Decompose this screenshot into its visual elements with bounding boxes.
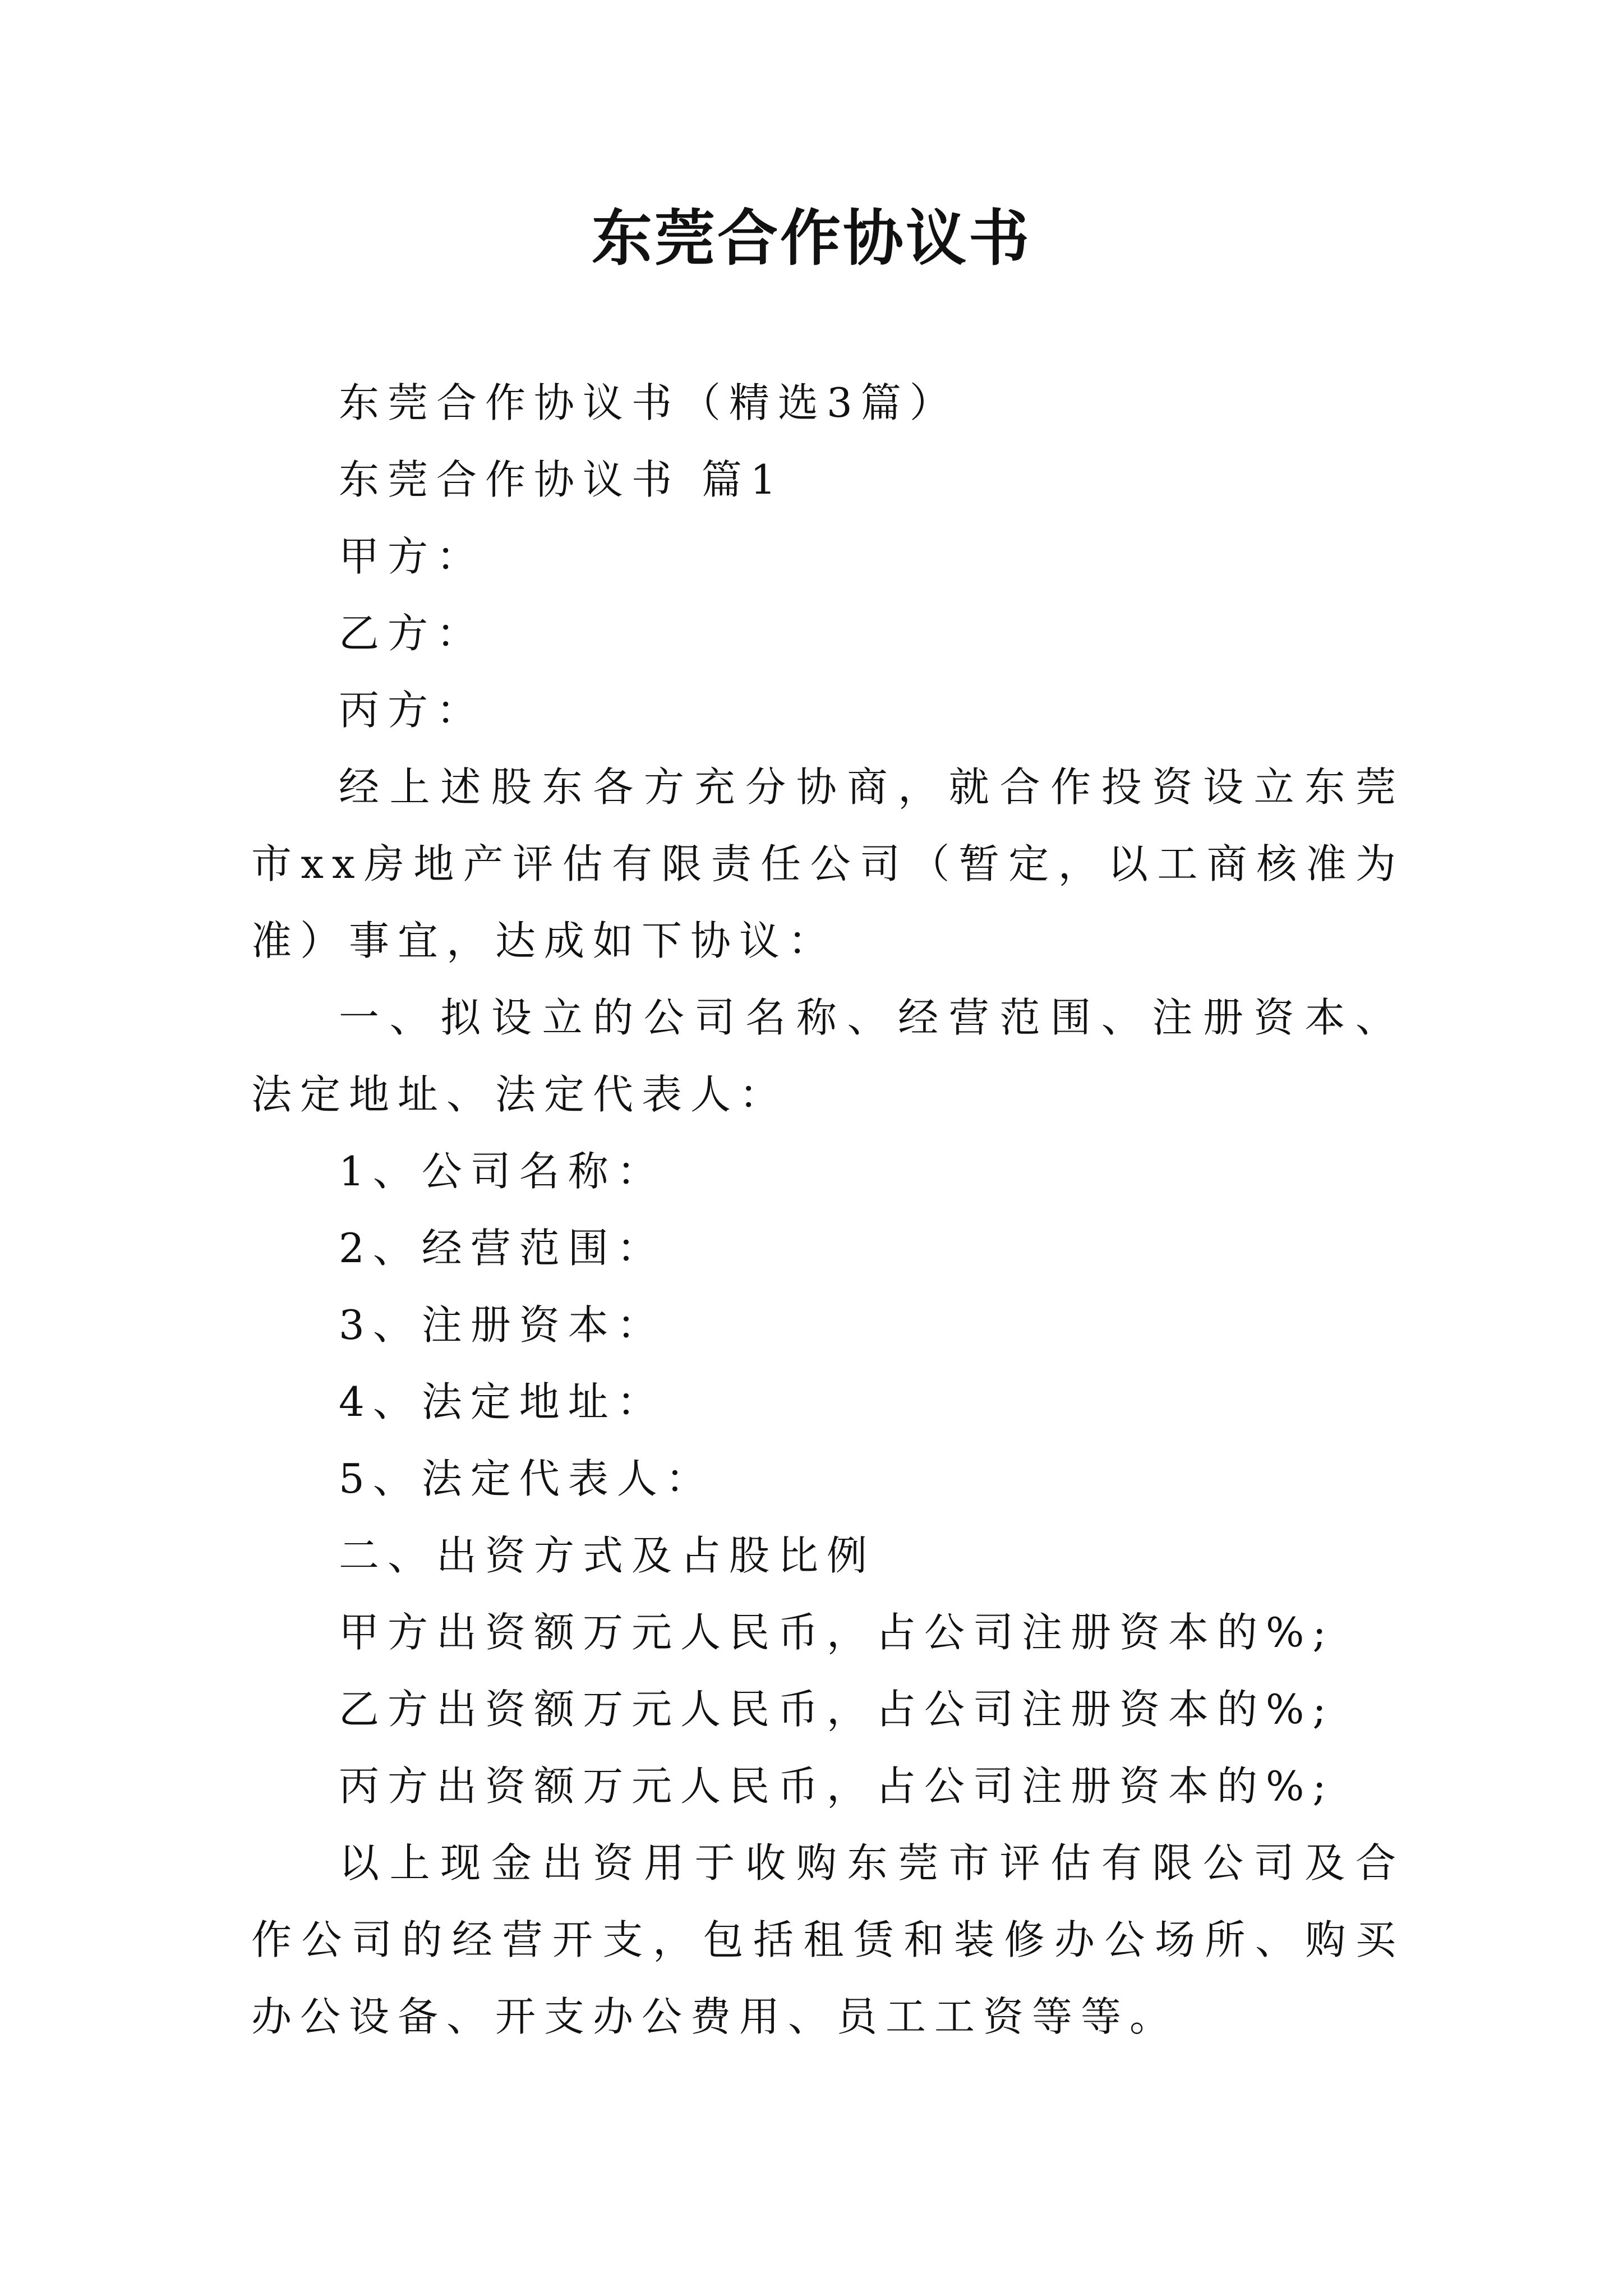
party-b-contribution: 乙方出资额万元人民币，占公司注册资本的%; bbox=[339, 1686, 1335, 1733]
legal-representative-item: 5、法定代表人： bbox=[339, 1455, 714, 1502]
document-body bbox=[251, 365, 1404, 2055]
clause-one-heading: 一、拟设立的公司名称、经营范围、注册资本、法定地址、法定代表人： bbox=[251, 994, 1404, 1118]
company-name-item: 1、公司名称： bbox=[339, 1148, 666, 1195]
section-heading: 东莞合作协议书 篇1 bbox=[339, 456, 785, 503]
subtitle-paragraph: 东莞合作协议书（精选3篇） bbox=[339, 379, 958, 426]
party-c-line: 丙方： bbox=[339, 687, 486, 734]
party-a-contribution: 甲方出资额万元人民币，占公司注册资本的%; bbox=[339, 1609, 1335, 1656]
legal-address-item: 4、法定地址： bbox=[339, 1378, 666, 1425]
clause-two-heading: 二、出资方式及占股比例 bbox=[339, 1532, 876, 1579]
capital-usage-paragraph: 以上现金出资用于收购东莞市评估有限公司及合作公司的经营开支，包括租赁和装修办公场所、购买办公设备、开支办公费用、员工工资等等。 bbox=[251, 1839, 1404, 2040]
party-a-line: 甲方： bbox=[339, 533, 486, 580]
business-scope-item: 2、经营范围： bbox=[339, 1225, 666, 1272]
document-title: 东莞合作协议书 bbox=[591, 203, 1031, 274]
intro-paragraph: 经上述股东各方充分协商，就合作投资设立东莞市xx房地产评估有限责任公司（暂定，以工商核准为准）事宜，达成如下协议： bbox=[251, 763, 1404, 964]
registered-capital-item: 3、注册资本： bbox=[339, 1301, 666, 1349]
party-b-line: 乙方： bbox=[339, 610, 486, 657]
party-c-contribution: 丙方出资额万元人民币，占公司注册资本的%; bbox=[339, 1763, 1335, 1810]
